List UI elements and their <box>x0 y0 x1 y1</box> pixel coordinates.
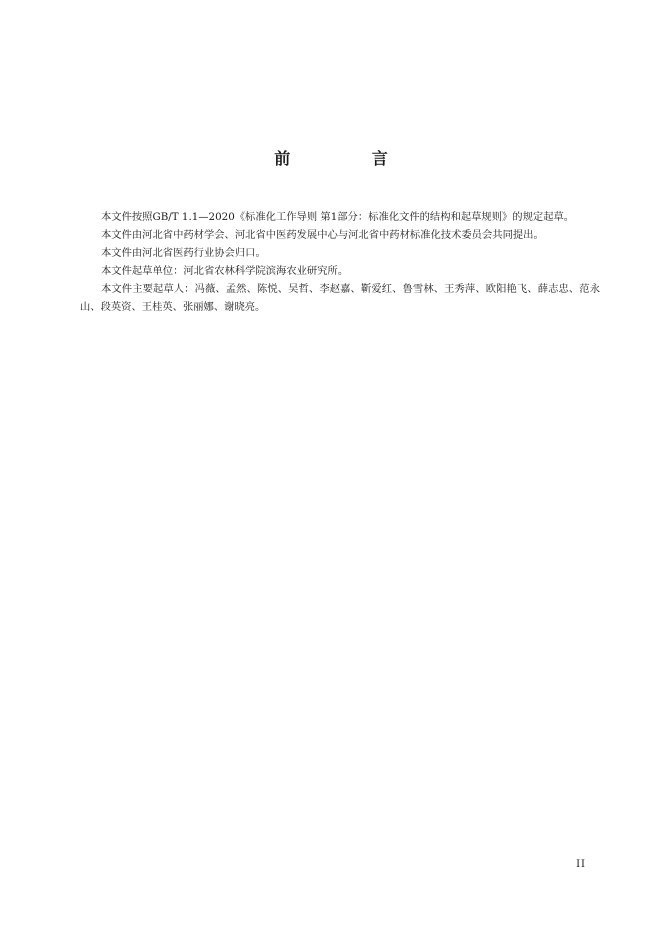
paragraph-drafters: 本文件主要起草人：冯薇、孟然、陈悦、吴哲、李赵嘉、靳爱红、鲁雪林、王秀萍、欧阳艳飞、薛志忠、范永山、段英资、王桂英、张丽娜、谢晓亮。 <box>80 283 600 313</box>
page-title: 前 言 <box>274 149 426 168</box>
paragraph-drafting-unit: 本文件起草单位：河北省农林科学院滨海农业研究所。 <box>101 265 349 277</box>
paragraph-drafting-basis: 本文件按照GB/T 1.1—2020《标准化工作导则 第1部分：标准化文件的结构和起草规则》的规定起草。 <box>101 211 575 223</box>
paragraph-proposer: 本文件由河北省中药材学会、河北省中医药发展中心与河北省中药材标准化技术委员会共同提出。 <box>101 229 544 241</box>
paragraph-administrator: 本文件由河北省医药行业协会归口。 <box>101 247 266 259</box>
preface-body <box>80 208 600 316</box>
page-number: II <box>576 859 586 870</box>
